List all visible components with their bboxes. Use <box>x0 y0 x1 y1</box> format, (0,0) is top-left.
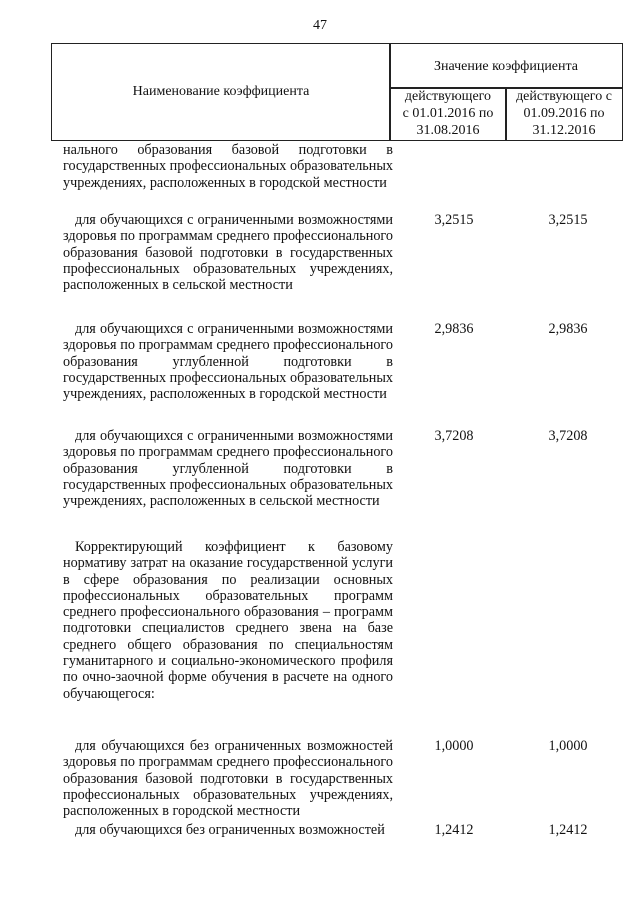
section-heading-text: Корректирующий коэффициент к базовому нормативу затрат на оказание государственной услуги в сфере образования по реализации основных профессиональных образовательных программ среднего профессионального образования – программ подготовки специалистов среднего звена на базе среднего общего образования по специальностям гуманитарного и социально-экономического профиля по очно-заочной форме обучения в расчете на одного обучающегося: <box>63 539 393 702</box>
period1-heading: действующего с 01.01.2016 по 31.08.2016 <box>402 89 494 138</box>
row-value-period2: 2,9836 <box>548 321 588 337</box>
row-value-period1: 3,7208 <box>434 428 474 444</box>
row-value-period1: 2,9836 <box>434 321 474 337</box>
row-text: для обучающихся с ограниченными возможностями здоровья по программам среднего профессионального образования углубленной подготовки в государственных профессиональных образовательных учреждениях, расположенных в сельской местности <box>63 428 393 510</box>
row-text: для обучающихся без ограниченных возможностей <box>75 822 385 838</box>
value-column-heading: Значение коэффициента <box>433 59 579 74</box>
period2-heading: действующего с 01.09.2016 по 31.12.2016 <box>516 89 612 138</box>
row-text: для обучающихся без ограниченных возможностей здоровья по программам среднего профессионального образования базовой подготовки в государственных профессиональных образовательных учреждениях, расположенных в городской местности <box>63 738 393 820</box>
name-column-heading: Наименование коэффициента <box>132 84 310 99</box>
page-number: 47 <box>313 18 327 33</box>
row-value-period2: 1,2412 <box>548 822 588 838</box>
row-value-period2: 3,7208 <box>548 428 588 444</box>
row-value-period1: 1,0000 <box>434 738 474 754</box>
row-text: для обучающихся с ограниченными возможностями здоровья по программам среднего профессионального образования базовой подготовки в государственных профессиональных образовательных учреждениях, расположенных в сельской местности <box>63 212 393 294</box>
row-continuation-text: нального образования базовой подготовки в государственных профессиональных образовательных учреждениях, расположенных в городской местности <box>63 142 393 191</box>
row-value-period1: 1,2412 <box>434 822 474 838</box>
row-value-period2: 1,0000 <box>548 738 588 754</box>
row-value-period2: 3,2515 <box>548 212 588 228</box>
row-text: для обучающихся с ограниченными возможностями здоровья по программам среднего профессионального образования углубленной подготовки в государственных профессиональных образовательных учреждениях, расположенных в городской местности <box>63 321 393 403</box>
row-value-period1: 3,2515 <box>434 212 474 228</box>
